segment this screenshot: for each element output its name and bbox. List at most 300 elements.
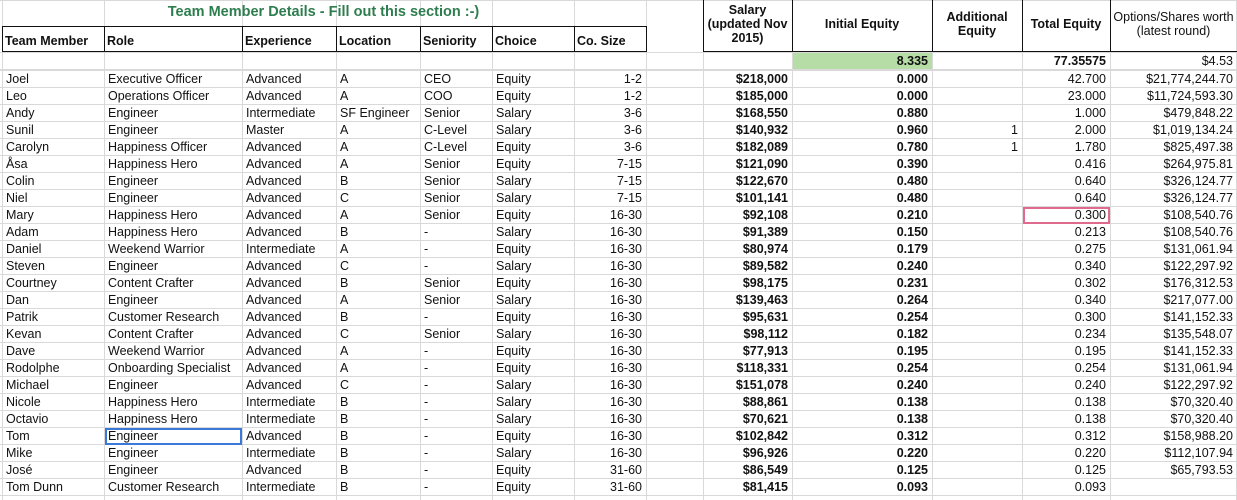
cell-additional-equity[interactable] <box>933 411 1022 428</box>
cell-initial-equity[interactable]: 0.195 <box>896 344 928 358</box>
cell-experience[interactable]: Advanced <box>246 259 302 273</box>
cell-total-equity[interactable]: 0.640 <box>1074 191 1106 205</box>
cell-additional-equity[interactable] <box>933 190 1022 207</box>
cell-seniority[interactable]: - <box>424 378 429 392</box>
cell-location[interactable]: B <box>340 429 349 443</box>
cell-salary[interactable]: $151,078 <box>735 378 788 392</box>
cell-total-equity[interactable]: 1.000 <box>1074 106 1106 120</box>
cell-additional-equity[interactable] <box>933 207 1022 224</box>
cell-experience[interactable]: Intermediate <box>246 480 316 494</box>
cell-co-size[interactable]: 31-60 <box>610 463 642 477</box>
cell-seniority[interactable]: - <box>424 259 429 273</box>
cell-salary[interactable]: $140,932 <box>735 123 788 137</box>
cell-choice[interactable]: Equity <box>496 242 531 256</box>
cell-additional-equity[interactable] <box>933 258 1022 275</box>
cell-co-size[interactable]: 3-6 <box>623 106 642 120</box>
cell-location[interactable]: A <box>340 361 349 375</box>
cell-initial-equity[interactable]: 0.780 <box>896 140 928 154</box>
column-header-co-size[interactable]: Co. Size <box>577 34 626 48</box>
cell-seniority[interactable]: Senior <box>424 174 461 188</box>
cell-role[interactable]: Weekend Warrior <box>108 344 205 358</box>
cell-experience[interactable]: Advanced <box>246 378 302 392</box>
cell-choice[interactable]: Salary <box>496 106 532 120</box>
cell-name[interactable]: Steven <box>6 259 45 273</box>
cell-options-worth[interactable]: $122,297.92 <box>1163 259 1233 273</box>
cell-options-worth[interactable]: $108,540.76 <box>1163 225 1233 239</box>
cell-seniority[interactable]: - <box>424 225 429 239</box>
cell-role[interactable]: Content Crafter <box>108 327 194 341</box>
cell-choice[interactable]: Salary <box>496 174 532 188</box>
cell-role[interactable]: Happiness Hero <box>108 412 198 426</box>
cell-choice[interactable]: Salary <box>496 259 532 273</box>
cell-experience[interactable]: Advanced <box>246 89 302 103</box>
cell-location[interactable]: B <box>340 463 349 477</box>
cell-location[interactable]: A <box>340 344 349 358</box>
cell-experience[interactable]: Intermediate <box>246 106 316 120</box>
cell-additional-equity[interactable] <box>933 445 1022 462</box>
cell-co-size[interactable]: 7-15 <box>616 191 642 205</box>
cell-name[interactable]: Mike <box>6 446 33 460</box>
cell-total-equity[interactable]: 0.300 <box>1074 310 1106 324</box>
cell-experience[interactable]: Intermediate <box>246 395 316 409</box>
cell-choice[interactable]: Equity <box>496 72 531 86</box>
cell-location[interactable]: A <box>340 242 349 256</box>
cell-additional-equity[interactable] <box>933 71 1022 88</box>
cell-experience[interactable]: Advanced <box>246 208 302 222</box>
cell-co-size[interactable]: 31-60 <box>610 480 642 494</box>
cell-co-size[interactable]: 1-2 <box>623 72 642 86</box>
cell-choice[interactable]: Equity <box>496 463 531 477</box>
cell-name[interactable]: Mary <box>6 208 34 222</box>
cell-seniority[interactable]: Senior <box>424 106 461 120</box>
cell-salary[interactable]: $95,631 <box>742 310 788 324</box>
cell-seniority[interactable]: C-Level <box>424 123 468 137</box>
cell-choice[interactable]: Salary <box>496 395 532 409</box>
cell-total-equity[interactable]: 0.093 <box>1074 480 1106 494</box>
cell-additional-equity[interactable]: 1 <box>1011 123 1018 137</box>
cell-seniority[interactable]: CEO <box>424 72 452 86</box>
cell-initial-equity[interactable]: 0.138 <box>896 395 928 409</box>
cell-additional-equity[interactable] <box>933 88 1022 105</box>
cell-initial-equity[interactable]: 0.179 <box>896 242 928 256</box>
cell-seniority[interactable]: Senior <box>424 276 461 290</box>
cell-initial-equity[interactable]: 0.000 <box>896 72 928 86</box>
cell-salary[interactable]: $80,974 <box>742 242 788 256</box>
cell-salary[interactable]: $70,621 <box>742 412 788 426</box>
cell-role[interactable]: Engineer <box>108 191 159 205</box>
cell-initial-equity[interactable]: 0.138 <box>896 412 928 426</box>
cell-initial-equity[interactable]: 0.220 <box>896 446 928 460</box>
cell-experience[interactable]: Advanced <box>246 361 302 375</box>
cell-location[interactable]: B <box>340 276 349 290</box>
cell-role[interactable]: Content Crafter <box>108 276 194 290</box>
cell-name[interactable]: Joel <box>6 72 29 86</box>
cell-choice[interactable]: Equity <box>496 344 531 358</box>
cell-name[interactable]: Tom <box>6 429 30 443</box>
cell-role[interactable]: Operations Officer <box>108 89 210 103</box>
cell-name[interactable]: Kevan <box>6 327 42 341</box>
cell-salary[interactable]: $218,000 <box>735 72 788 86</box>
cell-role[interactable]: Engineer <box>105 428 242 445</box>
cell-total-equity[interactable]: 0.125 <box>1074 463 1106 477</box>
cell-co-size[interactable]: 1-2 <box>623 89 642 103</box>
cell-co-size[interactable]: 3-6 <box>623 140 642 154</box>
cell-location[interactable]: B <box>340 225 349 239</box>
cell-additional-equity[interactable] <box>933 479 1022 496</box>
cell-initial-equity[interactable]: 0.182 <box>896 327 928 341</box>
cell-additional-equity[interactable] <box>933 377 1022 394</box>
cell-role[interactable]: Engineer <box>108 123 159 137</box>
cell-options-worth[interactable]: $158,988.20 <box>1163 429 1233 443</box>
cell-seniority[interactable]: - <box>424 412 429 426</box>
cell-options-worth[interactable]: $176,312.53 <box>1163 276 1233 290</box>
cell-additional-equity[interactable]: 1 <box>1011 140 1018 154</box>
cell-options-worth[interactable]: $135,548.07 <box>1163 327 1233 341</box>
cell-initial-equity[interactable]: 0.264 <box>896 293 928 307</box>
cell-seniority[interactable]: Senior <box>424 157 461 171</box>
cell-experience[interactable]: Advanced <box>246 429 302 443</box>
cell-choice[interactable]: Equity <box>496 276 531 290</box>
cell-experience[interactable]: Advanced <box>246 174 302 188</box>
cell-choice[interactable]: Salary <box>496 378 532 392</box>
cell-total-equity[interactable]: 0.254 <box>1074 361 1106 375</box>
cell-seniority[interactable]: - <box>424 446 429 460</box>
cell-co-size[interactable]: 7-15 <box>616 157 642 171</box>
cell-salary[interactable]: $139,463 <box>735 293 788 307</box>
cell-location[interactable]: A <box>340 208 349 222</box>
cell-location[interactable]: B <box>340 310 349 324</box>
cell-total-equity[interactable]: 0.300 <box>1023 207 1110 224</box>
cell-salary[interactable]: $86,549 <box>742 463 788 477</box>
cell-total-equity[interactable]: 0.275 <box>1074 242 1106 256</box>
cell-choice[interactable]: Salary <box>496 327 532 341</box>
cell-options-worth[interactable]: $217,077.00 <box>1163 293 1233 307</box>
cell-seniority[interactable]: COO <box>424 89 453 103</box>
cell-name[interactable]: Andy <box>6 106 35 120</box>
cell-experience[interactable]: Advanced <box>246 276 302 290</box>
cell-options-worth[interactable]: $131,061.94 <box>1163 242 1233 256</box>
cell-experience[interactable]: Advanced <box>246 225 302 239</box>
column-header-team-member[interactable]: Team Member <box>5 34 89 48</box>
cell-seniority[interactable]: - <box>424 480 429 494</box>
cell-salary[interactable]: $98,175 <box>742 276 788 290</box>
cell-options-worth[interactable] <box>1111 479 1237 496</box>
cell-role[interactable]: Engineer <box>108 378 159 392</box>
column-header-seniority[interactable]: Seniority <box>423 34 477 48</box>
cell-options-worth[interactable]: $11,724,593.30 <box>1147 89 1233 103</box>
cell-initial-equity[interactable]: 0.254 <box>896 310 928 324</box>
cell-options-worth[interactable]: $112,107.94 <box>1164 446 1233 460</box>
cell-seniority[interactable]: Senior <box>424 327 461 341</box>
cell-name[interactable]: Colin <box>6 174 35 188</box>
summary-options-shares[interactable]: $4.53 <box>1201 54 1233 68</box>
cell-location[interactable]: A <box>340 123 349 137</box>
column-header-salary[interactable]: Salary (updated Nov 2015) <box>707 3 788 45</box>
cell-salary[interactable]: $96,926 <box>742 446 788 460</box>
cell-salary[interactable]: $101,141 <box>735 191 788 205</box>
cell-experience[interactable]: Advanced <box>246 327 302 341</box>
cell-location[interactable]: A <box>340 140 349 154</box>
cell-experience[interactable]: Advanced <box>246 293 302 307</box>
cell-options-worth[interactable]: $479,848.22 <box>1163 106 1233 120</box>
cell-name[interactable]: Courtney <box>6 276 57 290</box>
cell-location[interactable]: B <box>340 174 349 188</box>
cell-initial-equity[interactable]: 0.880 <box>896 106 928 120</box>
cell-salary[interactable]: $98,112 <box>743 327 788 341</box>
cell-initial-equity[interactable]: 0.000 <box>896 89 928 103</box>
cell-location[interactable]: B <box>340 395 349 409</box>
cell-salary[interactable]: $81,415 <box>742 480 788 494</box>
cell-options-worth[interactable]: $1,019,134.24 <box>1153 123 1233 137</box>
cell-name[interactable]: Michael <box>6 378 50 392</box>
cell-location[interactable]: C <box>340 259 350 273</box>
cell-role[interactable]: Customer Research <box>108 310 220 324</box>
cell-name[interactable]: Daniel <box>6 242 42 256</box>
cell-choice[interactable]: Equity <box>496 157 531 171</box>
cell-total-equity[interactable]: 0.312 <box>1074 429 1106 443</box>
cell-name[interactable]: Åsa <box>6 157 28 171</box>
cell-seniority[interactable]: - <box>424 395 429 409</box>
cell-additional-equity[interactable] <box>933 309 1022 326</box>
cell-choice[interactable]: Salary <box>496 293 532 307</box>
cell-additional-equity[interactable] <box>933 360 1022 377</box>
cell-location[interactable]: C <box>340 327 350 341</box>
cell-options-worth[interactable]: $141,152.33 <box>1163 344 1233 358</box>
column-header-options-shares[interactable]: Options/Shares worth (latest round) <box>1113 10 1234 38</box>
cell-location[interactable]: B <box>340 480 349 494</box>
cell-total-equity[interactable]: 23.000 <box>1067 89 1106 103</box>
cell-name[interactable]: Tom Dunn <box>6 480 63 494</box>
cell-initial-equity[interactable]: 0.254 <box>896 361 928 375</box>
cell-salary[interactable]: $92,108 <box>742 208 788 222</box>
cell-co-size[interactable]: 16-30 <box>610 412 642 426</box>
cell-total-equity[interactable]: 0.220 <box>1074 446 1106 460</box>
cell-location[interactable]: B <box>340 446 349 460</box>
column-header-location[interactable]: Location <box>339 34 392 48</box>
cell-experience[interactable]: Intermediate <box>246 242 316 256</box>
cell-name[interactable]: Niel <box>6 191 28 205</box>
cell-location[interactable]: C <box>340 191 350 205</box>
cell-initial-equity[interactable]: 0.480 <box>896 191 928 205</box>
cell-salary[interactable]: $77,913 <box>742 344 788 358</box>
cell-additional-equity[interactable] <box>933 156 1022 173</box>
cell-role[interactable]: Engineer <box>108 259 159 273</box>
cell-seniority[interactable]: - <box>424 344 429 358</box>
cell-salary[interactable]: $89,582 <box>742 259 788 273</box>
cell-co-size[interactable]: 16-30 <box>610 225 642 239</box>
cell-salary[interactable]: $168,550 <box>735 106 788 120</box>
cell-total-equity[interactable]: 0.640 <box>1074 174 1106 188</box>
cell-role[interactable]: Engineer <box>108 446 159 460</box>
cell-salary[interactable]: $91,389 <box>742 225 788 239</box>
cell-additional-equity[interactable] <box>933 173 1022 190</box>
summary-total-equity[interactable]: 77.35575 <box>1053 54 1106 68</box>
cell-seniority[interactable]: - <box>424 361 429 375</box>
cell-initial-equity[interactable]: 0.312 <box>896 429 928 443</box>
cell-co-size[interactable]: 16-30 <box>610 242 642 256</box>
cell-co-size[interactable]: 16-30 <box>610 378 642 392</box>
cell-seniority[interactable]: Senior <box>424 191 461 205</box>
cell-options-worth[interactable]: $264,975.81 <box>1163 157 1233 171</box>
cell-choice[interactable]: Equity <box>496 361 531 375</box>
cell-options-worth[interactable]: $131,061.94 <box>1163 361 1233 375</box>
cell-experience[interactable]: Advanced <box>246 191 302 205</box>
cell-options-worth[interactable]: $326,124.77 <box>1163 191 1233 205</box>
cell-location[interactable]: A <box>340 293 349 307</box>
column-header-additional-equity[interactable]: Additional Equity <box>946 10 1008 38</box>
cell-choice[interactable]: Equity <box>496 310 531 324</box>
cell-salary[interactable]: $118,331 <box>736 361 788 375</box>
cell-name[interactable]: Adam <box>6 225 39 239</box>
cell-seniority[interactable]: Senior <box>424 208 461 222</box>
cell-location[interactable]: B <box>340 412 349 426</box>
cell-salary[interactable]: $88,861 <box>742 395 788 409</box>
cell-additional-equity[interactable] <box>933 462 1022 479</box>
cell-name[interactable]: Dave <box>6 344 36 358</box>
cell-choice[interactable]: Equity <box>496 140 531 154</box>
column-header-total-equity[interactable]: Total Equity <box>1030 17 1102 31</box>
cell-role[interactable]: Happiness Hero <box>108 208 198 222</box>
cell-role[interactable]: Happiness Hero <box>108 395 198 409</box>
cell-total-equity[interactable]: 0.195 <box>1074 344 1106 358</box>
cell-options-worth[interactable]: $122,297.92 <box>1163 378 1233 392</box>
cell-initial-equity[interactable]: 0.480 <box>896 174 928 188</box>
cell-total-equity[interactable]: 0.138 <box>1074 412 1106 426</box>
cell-seniority[interactable]: C-Level <box>424 140 468 154</box>
cell-total-equity[interactable]: 0.138 <box>1074 395 1106 409</box>
cell-co-size[interactable]: 16-30 <box>610 429 642 443</box>
cell-salary[interactable]: $182,089 <box>735 140 788 154</box>
cell-total-equity[interactable]: 2.000 <box>1074 123 1106 137</box>
cell-total-equity[interactable]: 0.234 <box>1074 327 1106 341</box>
cell-co-size[interactable]: 16-30 <box>610 293 642 307</box>
cell-co-size[interactable]: 16-30 <box>610 344 642 358</box>
cell-seniority[interactable]: - <box>424 310 429 324</box>
cell-experience[interactable]: Advanced <box>246 463 302 477</box>
cell-options-worth[interactable]: $70,320.40 <box>1170 395 1233 409</box>
cell-options-worth[interactable]: $326,124.77 <box>1163 174 1233 188</box>
cell-name[interactable]: Leo <box>6 89 27 103</box>
cell-total-equity[interactable]: 1.780 <box>1074 140 1106 154</box>
cell-co-size[interactable]: 3-6 <box>623 123 642 137</box>
cell-additional-equity[interactable] <box>933 326 1022 343</box>
cell-name[interactable]: Sunil <box>6 123 34 137</box>
cell-role[interactable]: Engineer <box>108 463 159 477</box>
cell-salary[interactable]: $121,090 <box>735 157 788 171</box>
cell-location[interactable]: A <box>340 89 349 103</box>
cell-options-worth[interactable]: $108,540.76 <box>1163 208 1233 222</box>
cell-initial-equity[interactable]: 0.240 <box>896 378 928 392</box>
cell-initial-equity[interactable]: 0.150 <box>896 225 928 239</box>
cell-co-size[interactable]: 16-30 <box>610 276 642 290</box>
cell-choice[interactable]: Salary <box>496 225 532 239</box>
cell-co-size[interactable]: 16-30 <box>610 327 642 341</box>
cell-role[interactable]: Weekend Warrior <box>108 242 205 256</box>
cell-seniority[interactable]: Senior <box>424 293 461 307</box>
cell-location[interactable]: C <box>340 378 350 392</box>
cell-choice[interactable]: Salary <box>496 446 532 460</box>
cell-role[interactable]: Engineer <box>108 106 159 120</box>
cell-co-size[interactable]: 16-30 <box>610 259 642 273</box>
summary-initial-equity[interactable]: 8.335 <box>793 53 932 69</box>
cell-options-worth[interactable]: $141,152.33 <box>1163 310 1233 324</box>
cell-role[interactable]: Engineer <box>108 174 159 188</box>
cell-role[interactable]: Onboarding Specialist <box>108 361 231 375</box>
cell-role[interactable]: Customer Research <box>108 480 220 494</box>
cell-initial-equity[interactable]: 0.210 <box>896 208 928 222</box>
cell-total-equity[interactable]: 0.340 <box>1074 293 1106 307</box>
cell-name[interactable]: Dan <box>6 293 29 307</box>
column-header-experience[interactable]: Experience <box>245 34 312 48</box>
cell-experience[interactable]: Advanced <box>246 310 302 324</box>
cell-total-equity[interactable]: 0.416 <box>1074 157 1106 171</box>
cell-location[interactable]: A <box>340 157 349 171</box>
cell-role[interactable]: Happiness Hero <box>108 157 198 171</box>
cell-options-worth[interactable]: $65,793.53 <box>1170 463 1233 477</box>
cell-experience[interactable]: Advanced <box>246 140 302 154</box>
cell-additional-equity[interactable] <box>933 241 1022 258</box>
cell-options-worth[interactable]: $825,497.38 <box>1163 140 1233 154</box>
cell-name[interactable]: Rodolphe <box>6 361 60 375</box>
cell-initial-equity[interactable]: 0.093 <box>896 480 928 494</box>
cell-co-size[interactable]: 16-30 <box>610 395 642 409</box>
cell-experience[interactable]: Intermediate <box>246 446 316 460</box>
cell-total-equity[interactable]: 0.302 <box>1074 276 1106 290</box>
cell-role[interactable]: Happiness Hero <box>108 225 198 239</box>
cell-additional-equity[interactable] <box>933 224 1022 241</box>
cell-co-size[interactable]: 16-30 <box>610 361 642 375</box>
column-header-choice[interactable]: Choice <box>495 34 537 48</box>
cell-choice[interactable]: Salary <box>496 191 532 205</box>
cell-name[interactable]: José <box>6 463 33 477</box>
cell-name[interactable]: Patrik <box>6 310 38 324</box>
cell-location[interactable]: A <box>340 72 349 86</box>
cell-initial-equity[interactable]: 0.960 <box>896 123 928 137</box>
column-header-role[interactable]: Role <box>107 34 135 48</box>
cell-initial-equity[interactable]: 0.240 <box>896 259 928 273</box>
cell-initial-equity[interactable]: 0.125 <box>896 463 928 477</box>
cell-salary[interactable]: $185,000 <box>735 89 788 103</box>
cell-total-equity[interactable]: 0.240 <box>1074 378 1106 392</box>
cell-choice[interactable]: Salary <box>496 123 532 137</box>
cell-experience[interactable]: Advanced <box>246 72 302 86</box>
cell-additional-equity[interactable] <box>933 275 1022 292</box>
cell-co-size[interactable]: 16-30 <box>610 208 642 222</box>
cell-role[interactable]: Executive Officer <box>108 72 203 86</box>
cell-choice[interactable]: Equity <box>496 89 531 103</box>
cell-co-size[interactable]: 7-15 <box>616 174 642 188</box>
cell-experience[interactable]: Advanced <box>246 157 302 171</box>
cell-total-equity[interactable]: 0.340 <box>1074 259 1106 273</box>
cell-additional-equity[interactable] <box>933 105 1022 122</box>
cell-total-equity[interactable]: 0.213 <box>1074 225 1106 239</box>
cell-location[interactable]: SF Engineer <box>340 106 410 120</box>
cell-experience[interactable]: Intermediate <box>246 412 316 426</box>
cell-experience[interactable]: Advanced <box>246 344 302 358</box>
cell-additional-equity[interactable] <box>933 343 1022 360</box>
cell-name[interactable]: Nicole <box>6 395 41 409</box>
column-header-initial-equity[interactable]: Initial Equity <box>824 17 900 31</box>
cell-co-size[interactable]: 16-30 <box>610 310 642 324</box>
cell-experience[interactable]: Master <box>246 123 285 137</box>
cell-options-worth[interactable]: $70,320.40 <box>1170 412 1233 426</box>
cell-role[interactable]: Happiness Officer <box>108 140 208 154</box>
cell-seniority[interactable]: - <box>424 242 429 256</box>
cell-choice[interactable]: Equity <box>496 208 531 222</box>
cell-initial-equity[interactable]: 0.231 <box>896 276 928 290</box>
cell-co-size[interactable]: 16-30 <box>610 446 642 460</box>
cell-choice[interactable]: Equity <box>496 480 531 494</box>
